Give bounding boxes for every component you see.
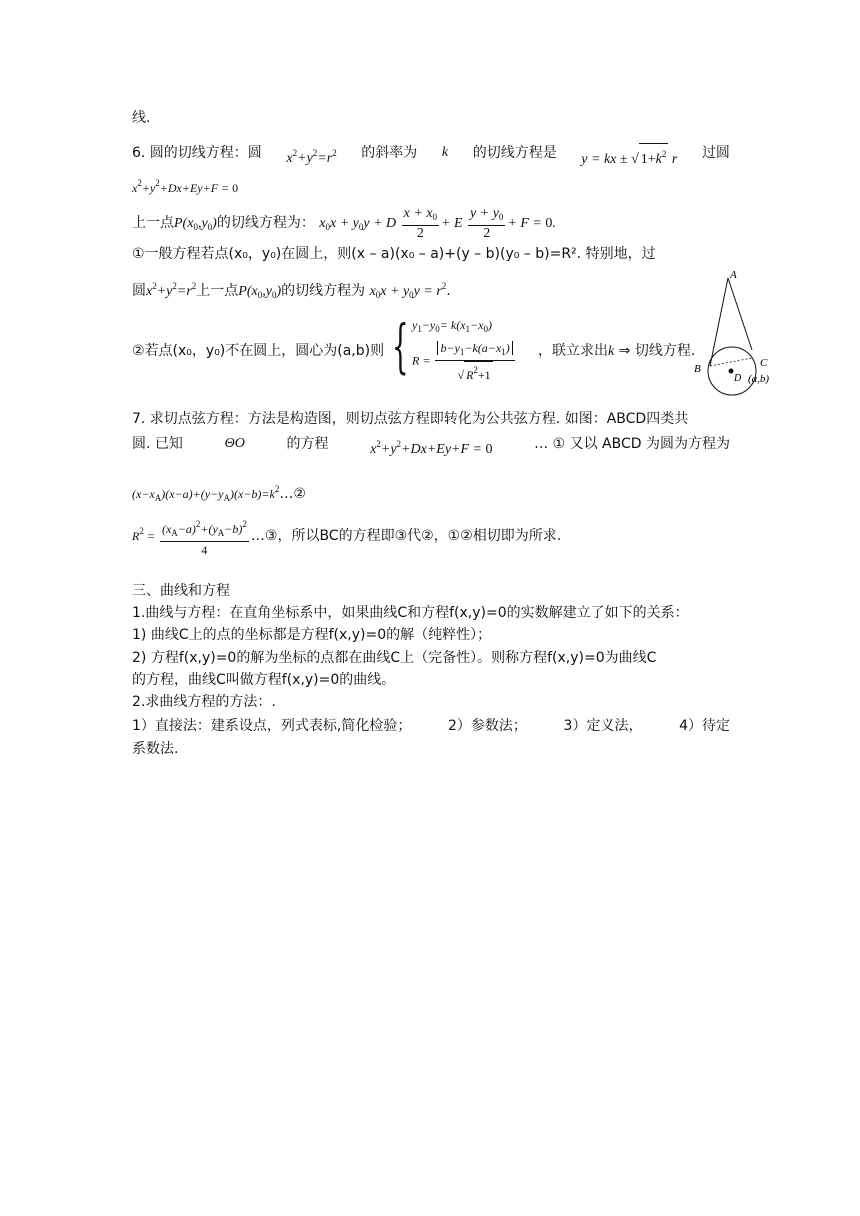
section-3-item-1: 1) 曲线C上的点的坐标都是方程f(x,y)=0的解（纯粹性）； [132,627,492,643]
equation-3: $R^2$ = $\frac{(x_A-a)^2+(y_A-b)^2}{4}$ …③，所以BC的方程即③代②，①②相切即为所求. [132,516,561,558]
tangent-line-ac [728,278,752,350]
general-case-line: ①一般方程若点(x₀，y₀)在圆上，则(x – a)(x₀ – a)+(y – b)(y₀ – b)=R². 特别地，过 [132,246,656,262]
tangent-figure [690,266,790,396]
equation-system: { $y_1-y_0= k(x_1-x_0)$ R = $\frac{b-y_1-k(a-x_1)}{√ R^2+1}$ [392,316,542,382]
section-6-line-1: 6. 圆的切线方程：圆 $x^2+y^2=r^2$ 的斜率为 k 的切线方程是 y = kx ± √ $1+k^2$ r 过圆 [132,143,730,170]
section-3-def: 1.曲线与方程：在直角坐标系中，如果曲线C和方程f(x,y)=0的实数解建立了如下的关系： [132,605,689,621]
line-continuation: 线. [132,110,151,126]
label-b: B [694,363,701,375]
chord-bc [710,358,752,366]
section-7-line-1: 7. 求切点弦方程：方法是构造图，则切点弦方程即转化为公共弦方程. 如图：ABCD四类共 [132,411,689,427]
section-6-line-2: 上一点$P(x_0,y_0)$的切线方程为： $x_0x + y_0y + D$ $\frac{x + x_0}{2}$ + E $\frac{y + y_0}{2}$ + F = 0. [132,206,556,241]
label-d: D [734,373,742,384]
not-on-circle-tail: ，联立求出k ⇒ 切线方程. [538,343,696,359]
circle-general-equation: $x^2+y^2+Dx+Ey+F = 0$ [132,178,239,195]
label-center: (a,b) [748,373,770,385]
special-case-line: 圆$x^2+y^2=r^2$上一点$P(x_0,y_0)$的切线方程为 $x_0x + y_0y = r^2$. [132,281,451,300]
not-on-circle-line: ②若点(x₀，y₀)不在圆上，圆心为(a,b)则 [132,343,385,359]
label-a: A [730,269,737,281]
section-3-item-2: 2) 方程f(x,y)=0的解为坐标的点都在曲线C上（完备性）。则称方程f(x,y)=0为曲线C [132,650,657,666]
section-3-methods-title: 2.求曲线方程的方法：. [132,694,276,710]
section-7-line-2: 圆. 已知 ΘO 的方程 $x^2+y^2+Dx+Ey+F = 0$ … ① 又以 ABCD 为圆为方程为 [132,436,730,457]
section-3-item-2-cont: 的方程，曲线C叫做方程f(x,y)=0的曲线。 [132,672,396,688]
label-c: C [760,357,768,369]
equation-2: $(x-x_A)(x-a)+(y-y_A)(x-b)=k^2\dots ②$ [132,484,306,503]
section-3-title: 三、曲线和方程 [132,583,230,599]
tangent-line-ab [710,278,728,366]
section-3-methods: 1）直接法：建系设点，列式表标,简化检验； 2）参数法； 3）定义法， 4）待定 [132,718,730,734]
center-point [729,369,734,374]
section-3-methods-cont: 系数法. [132,741,179,757]
